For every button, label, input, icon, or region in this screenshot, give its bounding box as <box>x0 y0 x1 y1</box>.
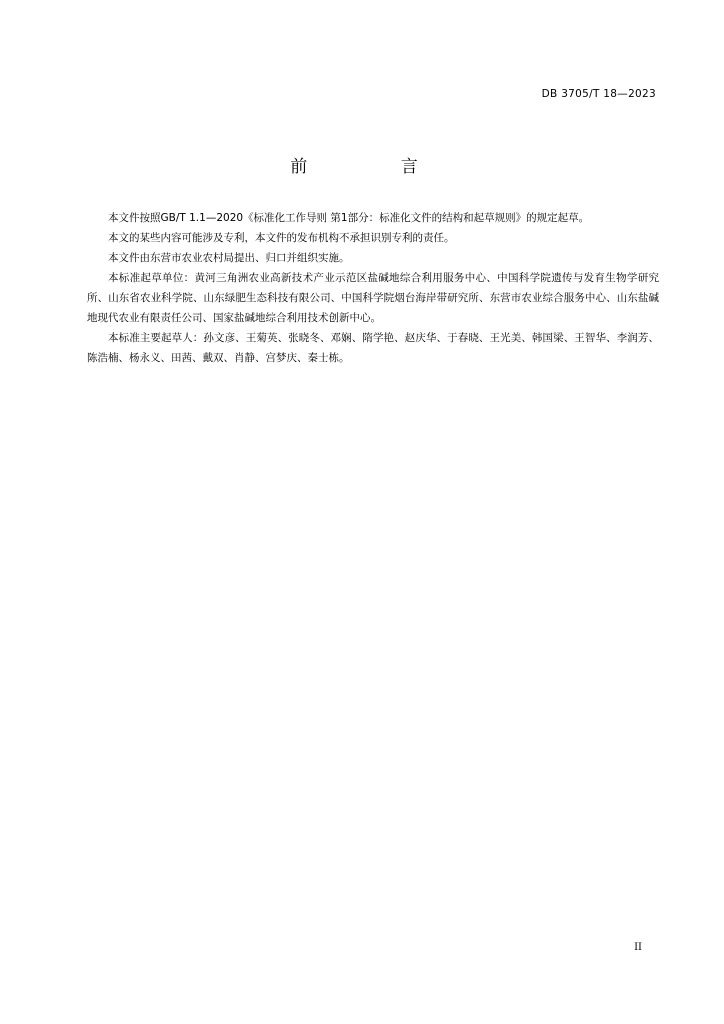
paragraph-proposer: 本文件由东营市农业农村局提出、归口并组织实施。 <box>108 252 350 264</box>
page-number: II <box>634 942 642 953</box>
paragraph-drafters: 本标准主要起草人：孙文彦、王菊英、张晓冬、邓娴、隋学艳、赵庆华、于春晓、王光美、韩国梁、王智华、李润芳、陈浩楠、杨永义、田茜、戴双、肖静、宫梦庆、秦士栋。 <box>87 332 659 364</box>
paragraph-drafting-rules: 本文件按照GB/T 1.1—2020《标准化工作导则 第1部分：标准化文件的结构和起草规则》的规定起草。 <box>108 212 590 224</box>
paragraph-drafting-units: 本标准起草单位：黄河三角洲农业高新技术产业示范区盐碱地综合利用服务中心、中国科学院遗传与发育生物学研究所、山东省农业科学院、山东绿肥生态科技有限公司、中国科学院烟台海岸带研究所、东营市农业综合服务中心、山东盐碱地现代农业有限责任公司、国家盐碱地综合利用技术创新中心。 <box>87 272 659 324</box>
document-code: DB 3705/T 18—2023 <box>541 88 656 100</box>
foreword-body <box>87 208 659 368</box>
paragraph-patent-notice: 本文的某些内容可能涉及专利，本文件的发布机构不承担识别专利的责任。 <box>108 232 455 244</box>
section-title: 前 言 <box>290 157 462 177</box>
